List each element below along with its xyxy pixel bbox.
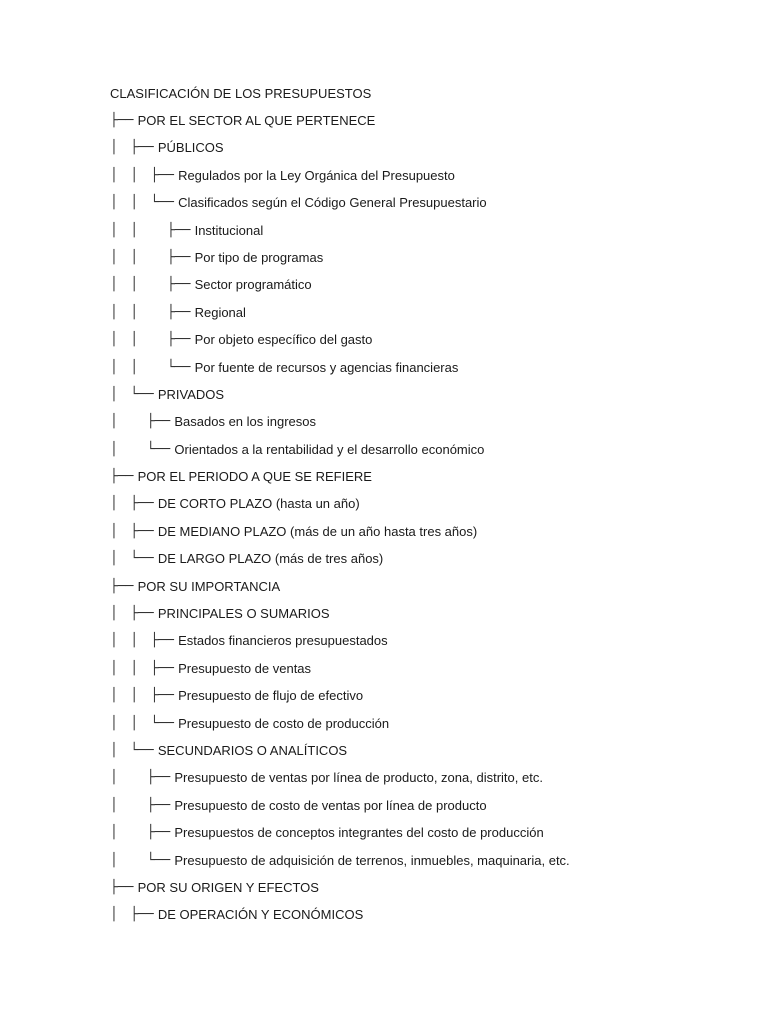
tree-item-label: Regulados por la Ley Orgánica del Presupuesto [178,167,455,183]
tree-item [110,579,570,606]
tree-branch-connector: │ │ └── [110,359,195,375]
tree-item-label: Presupuesto de costo de producción [178,715,390,731]
tree-branch-connector: │ │ └── [110,715,179,731]
tree-item [110,825,570,852]
tree-branch-connector: │ │ ├── [110,167,179,183]
tree-item-label: PRINCIPALES O SUMARIOS [157,606,330,622]
tree-item [110,305,570,332]
tree-branch-connector: │ ├── [110,606,158,622]
tree-branch-connector: │ │ ├── [110,304,195,320]
tree-branch-connector: │ ├── [110,414,175,430]
tree-branch-connector: │ └── [110,742,158,758]
tree-branch-connector: │ ├── [110,825,175,841]
tree-item [110,524,570,551]
tree-branch-connector: │ └── [110,551,158,567]
tree-item-label: Por fuente de recursos y agencias financieras [194,359,459,375]
tree-branch-connector: │ │ ├── [110,249,195,265]
tree-item-label: DE OPERACIÓN Y ECONÓMICOS [157,907,364,923]
tree-item [110,442,570,469]
tree-item-label: POR EL PERIODO A QUE SE REFIERE [137,469,372,485]
tree-branch-connector: │ ├── [110,523,158,539]
tree-item-label: Por objeto específico del gasto [194,332,373,348]
tree-item-label: PRIVADOS [157,386,225,402]
tree-item [110,688,570,715]
tree-item-label: DE LARGO PLAZO (más de tres años) [157,551,384,567]
tree-item-label: Presupuesto de flujo de efectivo [178,688,364,704]
tree-item [110,360,570,387]
tree-branch-connector: │ ├── [110,907,158,923]
tree-branch-connector: │ │ ├── [110,332,195,348]
tree-item-label: POR EL SECTOR AL QUE PERTENECE [137,113,376,128]
tree-item-label: PÚBLICOS [157,140,224,156]
classification-tree [110,113,570,935]
tree-item-label: Presupuesto de ventas por línea de producto, zona, distrito, etc. [174,770,543,786]
tree-item [110,250,570,277]
tree-branch-connector: ├── [110,469,138,485]
tree-item [110,140,570,167]
document-title: CLASIFICACIÓN DE LOS PRESUPUESTOS [110,86,372,101]
tree-item [110,907,570,934]
tree-branch-connector: │ ├── [110,496,158,512]
tree-item [110,743,570,770]
tree-item [110,880,570,907]
tree-item [110,387,570,414]
tree-branch-connector: │ ├── [110,140,158,156]
tree-item-label: Estados financieros presupuestados [178,633,388,649]
tree-item-label: POR SU ORIGEN Y EFECTOS [137,879,319,895]
tree-branch-connector: │ └── [110,852,175,868]
tree-branch-connector: │ └── [110,441,175,457]
tree-item [110,798,570,825]
tree-branch-connector: ├── [110,879,138,895]
tree-item [110,551,570,578]
tree-item [110,168,570,195]
tree-branch-connector: │ │ ├── [110,277,195,293]
tree-item [110,414,570,441]
tree-item-label: Institucional [194,222,264,238]
tree-branch-connector: │ ├── [110,797,175,813]
tree-item-label: Presupuesto de costo de ventas por línea de producto [174,797,487,813]
tree-branch-connector: │ ├── [110,770,175,786]
tree-item [110,661,570,688]
tree-item-label: Sector programático [194,277,312,293]
tree-branch-connector: ├── [110,113,138,128]
tree-item [110,853,570,880]
tree-item [110,113,570,140]
tree-branch-connector: │ │ ├── [110,688,179,704]
tree-item [110,332,570,359]
tree-item-label: DE MEDIANO PLAZO (más de un año hasta tres años) [157,523,478,539]
tree-item-label: POR SU IMPORTANCIA [137,578,281,594]
tree-item-label: Orientados a la rentabilidad y el desarrollo económico [174,441,485,457]
tree-branch-connector: │ └── [110,386,158,402]
tree-item-label: Clasificados según el Código General Presupuestario [178,195,487,211]
tree-branch-connector: │ │ ├── [110,633,179,649]
tree-item-label: DE CORTO PLAZO (hasta un año) [157,496,360,512]
tree-item [110,496,570,523]
tree-item [110,277,570,304]
tree-item [110,716,570,743]
tree-item [110,770,570,797]
tree-item-label: Por tipo de programas [194,249,324,265]
tree-item [110,633,570,660]
tree-item-label: Presupuestos de conceptos integrantes del costo de producción [174,825,544,841]
tree-item-label: SECUNDARIOS O ANALÍTICOS [157,742,348,758]
tree-item [110,195,570,222]
tree-item-label: Regional [194,304,246,320]
tree-item [110,606,570,633]
tree-item-label: Presupuesto de ventas [178,660,312,676]
tree-branch-connector: │ │ ├── [110,660,179,676]
tree-branch-connector: │ │ ├── [110,222,195,238]
tree-item [110,469,570,496]
tree-item [110,223,570,250]
tree-branch-connector: │ │ └── [110,195,179,211]
tree-branch-connector: ├── [110,578,138,594]
tree-item-label: Basados en los ingresos [174,414,317,430]
tree-item-label: Presupuesto de adquisición de terrenos, inmuebles, maquinaria, etc. [174,852,570,868]
